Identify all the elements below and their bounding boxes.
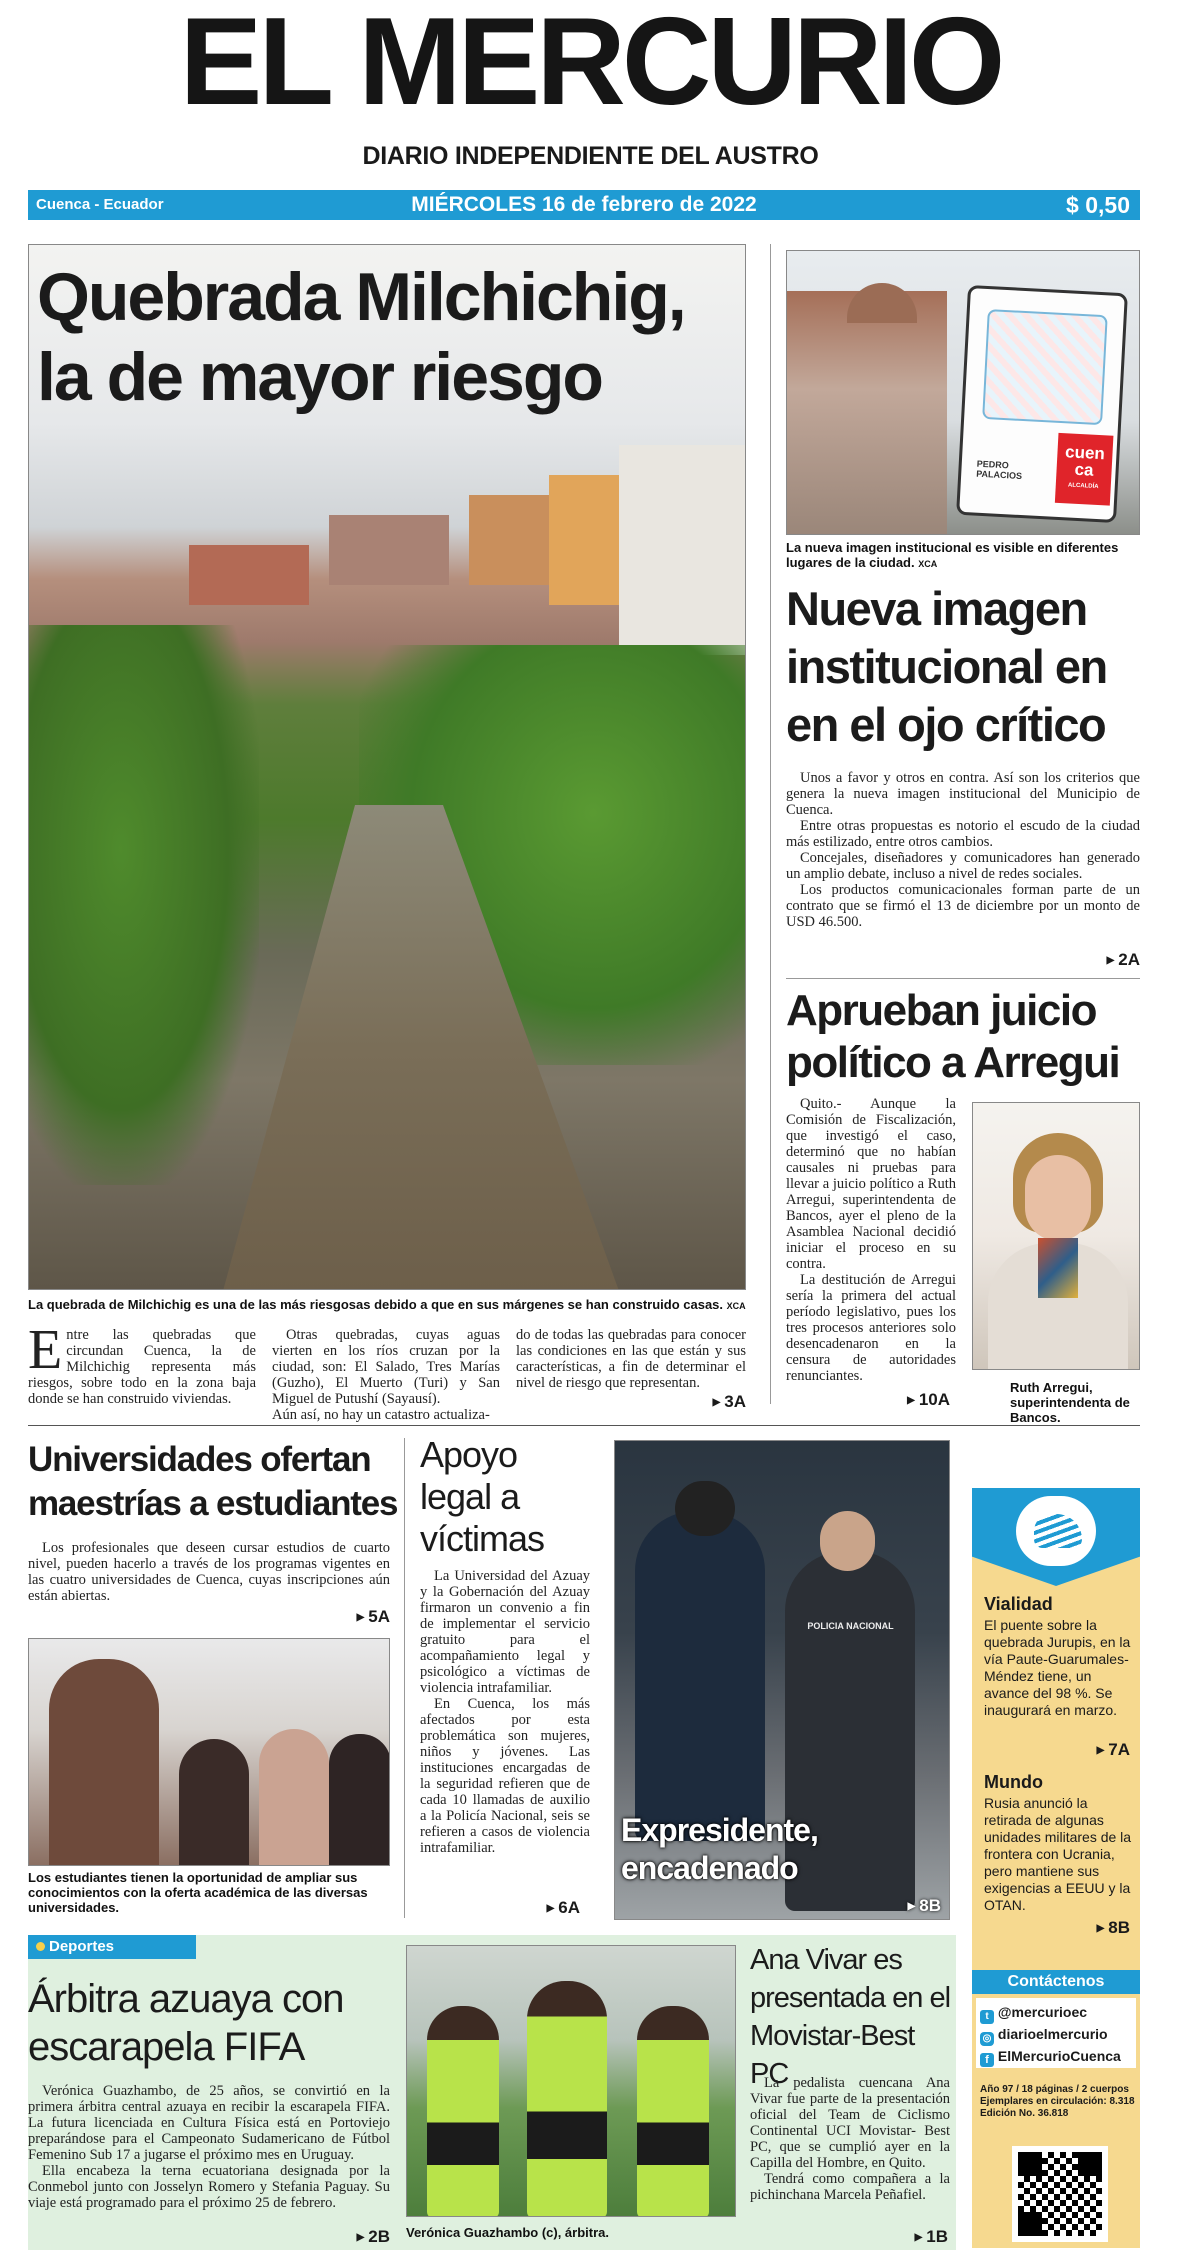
universidades-photo-caption: Los estudiantes tienen la oportunidad de ampliar sus conocimientos con la oferta académica de las diversas universidades. [28, 1870, 368, 1915]
arregui-page-ref[interactable]: ▶ 10A [850, 1390, 950, 1410]
deportes-paragraph: Ella encabeza la terna ecuatoriana designada por la Conmebol junto con Josselyn Romero y Stefania Paguay. Su viaje está programado para el próximo 25 de febrero. [28, 2163, 390, 2211]
sidebar-item [984, 1594, 1134, 1719]
imagen-paragraph: Concejales, diseñadores y comunicadores han generado un amplio debate, incluso a nivel de redes sociales. [786, 850, 1140, 882]
house-shape [619, 445, 746, 655]
imagen-photo [786, 250, 1140, 535]
apoyo-body [420, 1568, 590, 1856]
edition-line: Año 97 / 18 páginas / 2 cuerpos [980, 2084, 1129, 2095]
sign-illustration [982, 309, 1108, 425]
expresidente-overlay-headline: Expresidente, encadenado [621, 1812, 818, 1886]
imagen-paragraph: Los productos comunicacionales forman parte de un contrato que se firmó el 13 de diciembre por un monto de USD 46.500. [786, 882, 1140, 930]
deportes-section [28, 1935, 956, 2250]
vivar-headline: Ana Vivar es presentada en el Movistar-Best PC [750, 1944, 951, 2090]
building-shape [787, 291, 947, 535]
masthead-subtitle: DIARIO INDEPENDIENTE DEL AUSTRO [362, 142, 819, 170]
social-handle: ElMercurioCuenca [997, 2048, 1121, 2064]
lead-headline: Quebrada Milchichig, la de mayor riesgo [37, 259, 685, 415]
social-handle: @mercurioec [997, 2004, 1088, 2020]
arregui-body [786, 1096, 956, 1384]
qr-pattern [1018, 2152, 1102, 2236]
lead-page-ref[interactable]: ▶ 3A [640, 1392, 746, 1412]
imagen-paragraph: Entre otras propuestas es notorio el escudo de la ciudad más estilizado, entre otros cambios. [786, 818, 1140, 850]
arregui-photo-caption: Ruth Arregui, superintendenta de Bancos. [1010, 1380, 1130, 1425]
twitter-icon: t [980, 2010, 994, 2024]
bullet-icon [36, 1942, 45, 1951]
arregui-paragraph: La destitución de Arregui sería la primera del actual período legislativo, pues los tres procesos anteriores solo desencadenaron en la censura de autoridades renunciantes. [786, 1272, 956, 1384]
universidades-page-ref[interactable]: ▶ 5A [290, 1607, 390, 1627]
deportes-photo-caption: Verónica Guazhambo (c), árbitra. [406, 2225, 609, 2240]
expresidente-photo [614, 1440, 950, 1920]
building-dome [847, 283, 917, 323]
sign-logo-sub: ALCALDÍA [1067, 482, 1099, 491]
apoyo-headline: Apoyo legal a víctimas [420, 1434, 545, 1559]
edition-info [980, 2084, 1136, 2120]
vest-label: POLICIA NACIONAL [807, 1621, 894, 1631]
sidebar-item-ref[interactable]: ▶ 8B [1032, 1918, 1130, 1938]
person-shape [259, 1729, 329, 1866]
sidebar [972, 1488, 1140, 2248]
prisoner-head [820, 1511, 875, 1571]
apoyo-paragraph: La Universidad del Azuay y la Gobernación del Azuay firmaron un convenio a fin de implementar el servicio gratuito para el acompañamiento legal y psicológico a víctimas de violencia intrafamiliar. [420, 1568, 590, 1696]
apoyo-paragraph: En Cuenca, los más afectados por esta problemática son mujeres, niños y jóvenes. Las instituciones encargadas de la seguridad refieren que de cada 10 llamadas de auxilio a la Policía Nacional, seis se refieren a casos de violencia intrafamiliar. [420, 1696, 590, 1856]
imagen-body [786, 770, 1140, 930]
lead-col-1 [28, 1319, 256, 1407]
house-shape [189, 545, 309, 605]
sidebar-item-ref[interactable]: ▶ 7A [1032, 1740, 1130, 1760]
house-shape [549, 475, 619, 605]
sidebar-item [984, 1772, 1134, 1914]
sidebar-item-text: El puente sobre la quebrada Jurupis, en la vía Paute-Guarumales-Méndez tiene, un avance del 98 %. Se inaugurará en marzo. [984, 1617, 1131, 1718]
deportes-paragraph: Verónica Guazhambo, de 25 años, se convirtió en la primera árbitra central azuaya en recibir la escarapela FIFA. La futura licenciada en Cultura Física está en Portoviejo preparándose para el Campeonato Sudamericano de Fútbol Femenino Sub 17 a jugarse el próximo mes en Uruguay. [28, 2083, 390, 2163]
sidebar-item-text: Rusia anunció la retirada de algunas unidades militares de la frontera con Ucrania, pero mantiene sus exigencias a EEUU y la OTAN. [984, 1795, 1132, 1913]
social-handle: diarioelmercurio [997, 2026, 1108, 2042]
social-row[interactable] [980, 2046, 1132, 2067]
edition-line: Edición No. 36.818 [980, 2108, 1069, 2119]
photo-credit: XCA [726, 1301, 746, 1311]
expresidente-page-ref[interactable]: ▶ 8B [851, 1896, 941, 1916]
caption-text: La quebrada de Milchichig es una de las más riesgosas debido a que en sus márgenes se han construido casas. [28, 1297, 724, 1312]
lead-col-3: do de todas las quebradas para conocer las condiciones en las que están y sus características, a fin de determinar el nivel de riesgo que representan. [516, 1327, 746, 1391]
social-row[interactable] [980, 2002, 1132, 2024]
arregui-photo [972, 1102, 1140, 1370]
photo-credit: XCA [918, 559, 938, 569]
vegetation-shape [29, 625, 259, 1185]
deportes-photo [406, 1945, 736, 2217]
referee-shape [527, 1981, 607, 2217]
universidades-headline: Universidades ofertan maestrías a estudiantes [28, 1440, 398, 1523]
sidebar-item-title: Mundo [984, 1772, 1043, 1792]
portrait-scarf [1038, 1238, 1078, 1298]
deportes-tab[interactable] [28, 1935, 196, 1959]
deportes-page-ref[interactable]: ▶ 2B [290, 2227, 390, 2247]
masthead-title: EL MERCURIO [179, 0, 1002, 131]
facebook-icon: f [980, 2053, 994, 2067]
officer-helmet [675, 1481, 735, 1536]
masthead [0, 0, 1181, 218]
edition-line: Ejemplares en circulación: 8.318 [980, 2096, 1135, 2107]
sidebar-banner [972, 1488, 1140, 1586]
lead-photo-caption [28, 1297, 746, 1314]
sign-board [956, 285, 1128, 523]
contact-title: Contáctenos [972, 1970, 1140, 1994]
date-band [28, 190, 1140, 220]
sign-name: PEDRO PALACIOS [976, 458, 1023, 482]
lead-col1-text: ntre las quebradas que circundan Cuenca, la de Milchichig representa más riesgos, sobre todo en la zona baja donde se han construido viviendas. [28, 1327, 256, 1407]
imagen-paragraph: Unos a favor y otros en contra. Así son los criterios que genera la nueva imagen institucional del Municipio de Cuenca. [786, 770, 1140, 818]
qr-code[interactable] [1012, 2146, 1108, 2242]
contact-list [976, 1998, 1136, 2068]
caption-text: La nueva imagen institucional es visible en diferentes lugares de la ciudad. [786, 540, 1119, 570]
arregui-headline: Aprueban juicio político a Arregui [786, 986, 1120, 1087]
section-divider [786, 978, 1140, 979]
person-shape [329, 1734, 390, 1866]
universidades-body: Los profesionales que deseen cursar estudios de cuarto nivel, pueden hacerlo a través de los programas vigentes en las cuatro universidades de Cuenca, cuyas inscripciones aún están abiertas. [28, 1540, 390, 1604]
arregui-paragraph: Quito.- Aunque la Comisión de Fiscalización, que investigó el caso, determinó que no habían causales ni pruebas para llevar a juicio político a Ruth Arregui, superintendenta de Bancos, ayer el pleno de la Asamblea Nacional decidió iniciar el proceso en su contra. [786, 1096, 956, 1272]
mercury-head-icon [1016, 1496, 1096, 1566]
column-divider [404, 1438, 405, 1918]
universidades-photo [28, 1638, 390, 1866]
vivar-paragraph: La pedalista cuencana Ana Vivar fue parte de la presentación oficial del Team de Ciclismo Continental UCI Movistar- Best PC, que se cumplió ayer en la Capilla del Hombre, en Quito. [750, 2075, 950, 2171]
vivar-page-ref[interactable]: ▶ 1B [848, 2227, 948, 2247]
house-shape [469, 495, 549, 585]
column-divider [770, 244, 771, 1404]
deportes-headline: Árbitra azuaya con escarapela FIFA [28, 1977, 344, 2069]
person-shape [179, 1739, 249, 1866]
sidebar-item-title: Vialidad [984, 1594, 1053, 1614]
vivar-paragraph: Tendrá como compañera a la pichinchana Marcela Peñafiel. [750, 2171, 950, 2203]
officer-shape [635, 1511, 765, 1841]
location-label: Cuenca - Ecuador [36, 196, 164, 213]
fold-divider [28, 1425, 1140, 1426]
referee-shape [427, 2006, 499, 2217]
lead-photo [28, 244, 746, 1290]
lead-col-2: Otras quebradas, cuyas aguas vierten en los ríos cruzan por la ciudad, son: El Salado, Tres Marías (Guzho), El Muerto (Turi) y San Miguel de Putushí (Sayausí). Aún así, no hay un catastro actualiza- [272, 1327, 500, 1423]
deportes-body [28, 2083, 390, 2211]
referee-shape [637, 2006, 709, 2217]
price-label: $ 0,50 [1066, 192, 1130, 218]
dropcap: E [28, 1319, 63, 1381]
sign-logo-text: cuen ca [1064, 442, 1106, 480]
sign-logo [1055, 433, 1114, 506]
social-row[interactable] [980, 2024, 1132, 2046]
instagram-icon: ◎ [980, 2032, 994, 2046]
imagen-page-ref[interactable]: ▶ 2A [1030, 950, 1140, 970]
house-shape [329, 515, 449, 585]
date-label: MIÉRCOLES 16 de febrero de 2022 [411, 193, 757, 216]
mercury-wing [1034, 1514, 1082, 1548]
portrait-face [1025, 1155, 1091, 1241]
apoyo-page-ref[interactable]: ▶ 6A [480, 1898, 580, 1918]
imagen-photo-caption [786, 540, 1140, 572]
vivar-body [750, 2075, 950, 2203]
deportes-tab-label: Deportes [49, 1938, 115, 1955]
imagen-headline: Nueva imagen institucional en en el ojo crítico [786, 582, 1107, 751]
person-shape [49, 1659, 159, 1866]
